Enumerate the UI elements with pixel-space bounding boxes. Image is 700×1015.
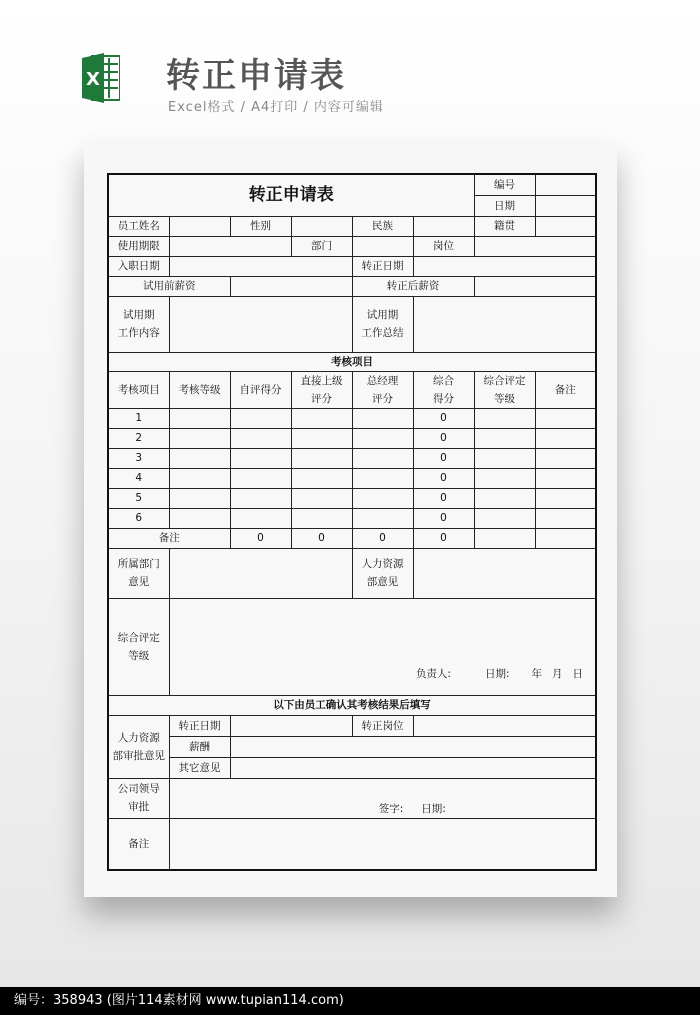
eval-row-score: 0 (413, 448, 474, 468)
position-field[interactable] (474, 236, 596, 256)
leader-field[interactable] (169, 778, 596, 818)
post-salary-field[interactable] (474, 276, 596, 296)
leader-signature-line: 签字: 日期: (378, 802, 446, 815)
gender-field[interactable] (291, 216, 352, 236)
remark-total: 0 (291, 528, 352, 548)
final-remark-label: 备注 (108, 818, 169, 870)
salary-field[interactable] (230, 736, 596, 757)
eval-row-no: 5 (108, 488, 169, 508)
form-paper (84, 142, 617, 897)
eval-row-no: 6 (108, 508, 169, 528)
work-content-field[interactable] (169, 296, 352, 352)
overall-label: 综合评定 等级 (108, 598, 169, 695)
no-field[interactable] (535, 174, 596, 195)
application-form (107, 173, 597, 871)
form-title: 转正申请表 (108, 174, 474, 216)
page-header (82, 46, 482, 116)
work-summary-field[interactable] (413, 296, 596, 352)
dept-opinion-label: 所属部门 意见 (108, 548, 169, 598)
table-row (108, 468, 596, 488)
remark-total: 0 (230, 528, 291, 548)
date-label: 日期 (474, 195, 535, 216)
probation-label: 使用期限 (108, 236, 169, 256)
name-field[interactable] (169, 216, 230, 236)
overall-field[interactable] (169, 598, 596, 695)
gender-label: 性别 (230, 216, 291, 236)
eval-row-no: 2 (108, 428, 169, 448)
regular-post-label: 转正岗位 (352, 715, 413, 736)
eval-header: 考核等级 (169, 371, 230, 408)
eval-section-title: 考核项目 (108, 352, 596, 371)
name-label: 员工姓名 (108, 216, 169, 236)
position-label: 岗位 (413, 236, 474, 256)
eval-header: 综合评定 等级 (474, 371, 535, 408)
eval-row-no: 1 (108, 408, 169, 428)
regular-date2-label: 转正日期 (169, 715, 230, 736)
eval-header: 总经理 评分 (352, 371, 413, 408)
eval-row-no: 3 (108, 448, 169, 468)
no-label: 编号 (474, 174, 535, 195)
ethnicity-field[interactable] (413, 216, 474, 236)
table-row (108, 408, 596, 428)
other-opinion-field[interactable] (230, 757, 596, 778)
eval-row-score: 0 (413, 408, 474, 428)
regular-date2-field[interactable] (230, 715, 352, 736)
table-row (108, 508, 596, 528)
date-field[interactable] (535, 195, 596, 216)
eval-header: 备注 (535, 371, 596, 408)
table-row (108, 528, 596, 548)
probation-field[interactable] (169, 236, 291, 256)
dept-field[interactable] (352, 236, 413, 256)
excel-icon (82, 50, 120, 106)
hr-opinion-field[interactable] (413, 548, 596, 598)
confirm-section-title: 以下由员工确认其考核结果后填写 (108, 695, 596, 715)
regular-post-field[interactable] (413, 715, 596, 736)
final-remark-field[interactable] (169, 818, 596, 870)
eval-header: 考核项目 (108, 371, 169, 408)
watermark-footer: 编号：358943 (图片114素材网 www.tupian114.com) (0, 987, 700, 1015)
salary-label: 薪酬 (169, 736, 230, 757)
remark-label: 备注 (108, 528, 230, 548)
origin-field[interactable] (535, 216, 596, 236)
post-salary-label: 转正后薪资 (352, 276, 474, 296)
other-opinion-label: 其它意见 (169, 757, 230, 778)
table-row (108, 488, 596, 508)
eval-header: 自评得分 (230, 371, 291, 408)
header-title: 转正申请表 (166, 56, 346, 96)
svg-text:X: X (86, 69, 100, 90)
table-row (108, 428, 596, 448)
regular-date-label: 转正日期 (352, 256, 413, 276)
pre-salary-label: 试用前薪资 (108, 276, 230, 296)
eval-row-score: 0 (413, 468, 474, 488)
overall-signature-line: 负责人: 日期: 年 月 日 (415, 667, 584, 680)
hr-approval-label: 人力资源 部审批意见 (108, 715, 169, 778)
work-content-label: 试用期 工作内容 (108, 296, 169, 352)
origin-label: 籍贯 (474, 216, 535, 236)
regular-date-field[interactable] (413, 256, 596, 276)
join-date-field[interactable] (169, 256, 352, 276)
remark-total: 0 (413, 528, 474, 548)
eval-row-no: 4 (108, 468, 169, 488)
eval-row-score: 0 (413, 488, 474, 508)
dept-label: 部门 (291, 236, 352, 256)
header-subtitle: Excel格式 / A4打印 / 内容可编辑 (168, 100, 384, 115)
hr-opinion-label: 人力资源 部意见 (352, 548, 413, 598)
eval-row-score: 0 (413, 508, 474, 528)
table-row (108, 448, 596, 468)
remark-total: 0 (352, 528, 413, 548)
dept-opinion-field[interactable] (169, 548, 352, 598)
ethnicity-label: 民族 (352, 216, 413, 236)
eval-row-score: 0 (413, 428, 474, 448)
join-date-label: 入职日期 (108, 256, 169, 276)
pre-salary-field[interactable] (230, 276, 352, 296)
work-summary-label: 试用期 工作总结 (352, 296, 413, 352)
eval-header: 综合 得分 (413, 371, 474, 408)
eval-header: 直接上级 评分 (291, 371, 352, 408)
leader-label: 公司领导 审批 (108, 778, 169, 818)
